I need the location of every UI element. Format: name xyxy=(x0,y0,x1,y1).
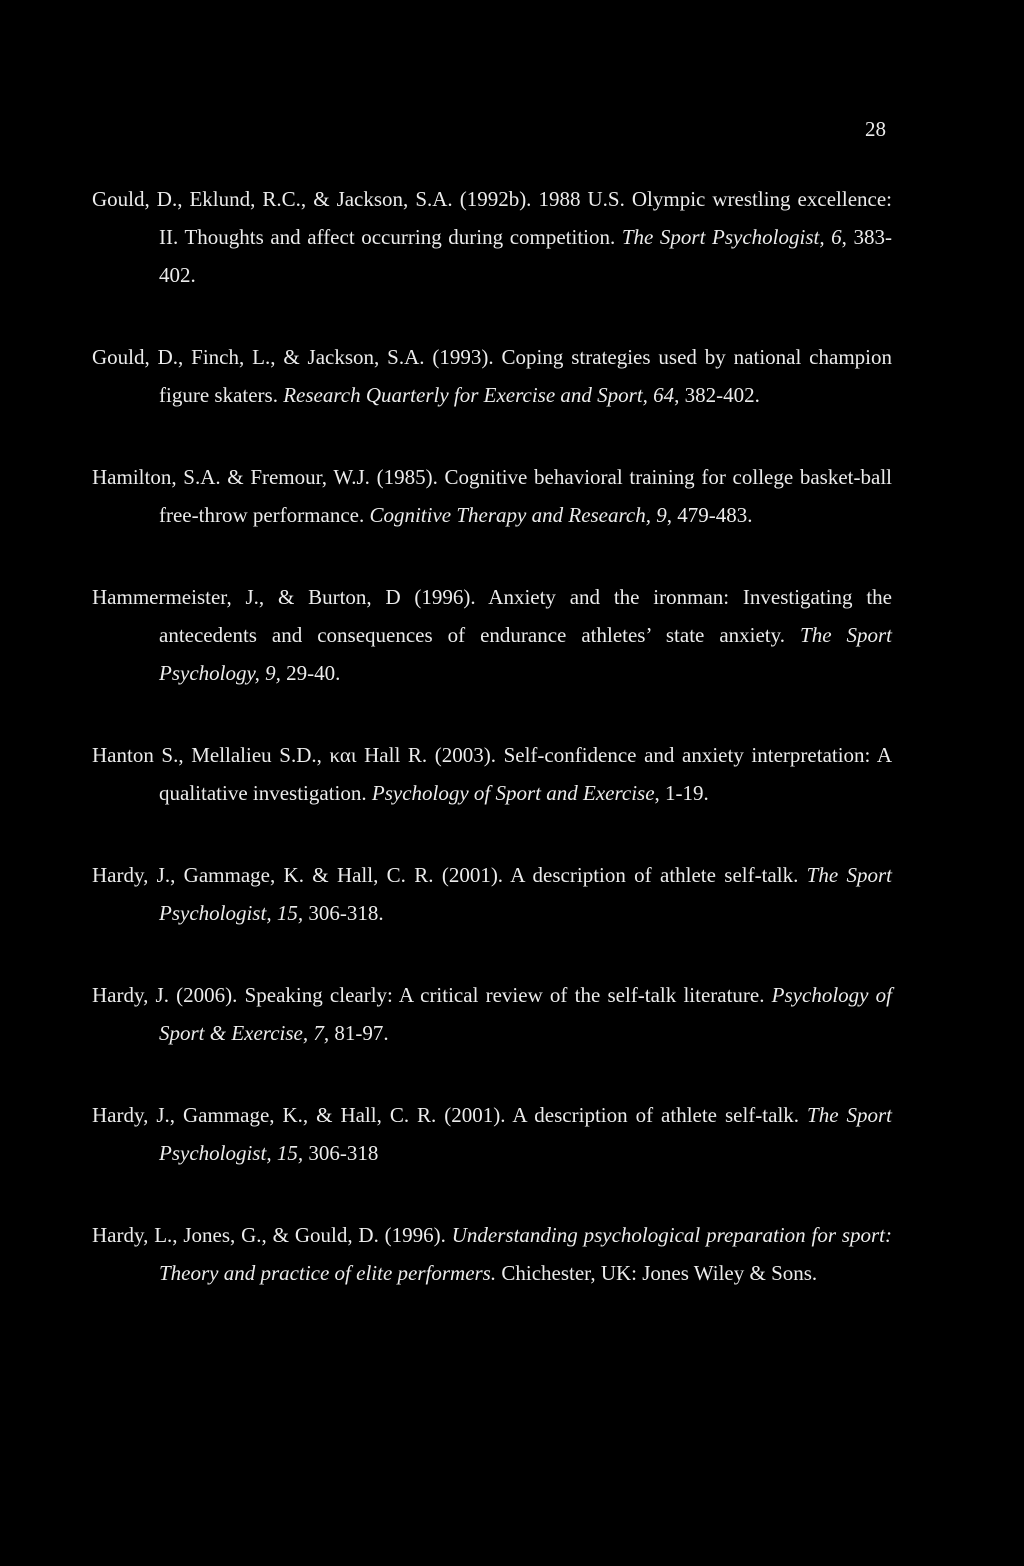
reference-text: Hardy, J., Gammage, K. & Hall, C. R. (2001). A description of athlete self-talk. xyxy=(92,863,807,887)
page-number: 28 xyxy=(865,117,886,141)
reference-source: The Sport Psychologist, 15, xyxy=(159,1103,892,1165)
reference-text: Gould, D., Finch, L., & Jackson, S.A. (1993). Coping strategies used by national champion figure skaters. xyxy=(92,345,892,407)
reference-source: Understanding psychological preparation for sport: Theory and practice of elite performers. xyxy=(159,1223,893,1285)
reference-source: Cognitive Therapy and Research, 9 xyxy=(369,503,667,527)
reference-pages: , 382-402. xyxy=(674,383,760,407)
reference-entry xyxy=(92,976,892,1052)
reference-source: Psychology of Sport and Exercise xyxy=(371,781,655,805)
reference-entry xyxy=(92,1216,892,1292)
reference-pages: , 1-19. xyxy=(654,781,709,805)
reference-source: The Sport Psychologist, 15, xyxy=(159,863,892,925)
reference-text: Hardy, L., Jones, G., & Gould, D. (1996). xyxy=(92,1223,452,1247)
reference-text: Hardy, J., Gammage, K., & Hall, C. R. (2001). A description of athlete self-talk. xyxy=(92,1103,808,1127)
reference-text: Gould, D., Eklund, R.C., & Jackson, S.A. (1992b). 1988 U.S. Olympic wrestling excellence: II. Thoughts and affect occurring during competition. xyxy=(92,187,892,249)
reference-text: Hammermeister, J., & Burton, D (1996). Anxiety and the ironman: Investigating the antecedents and consequences of endurance athletes’ state anxiety. xyxy=(92,585,892,647)
reference-pages: , 479-483. xyxy=(666,503,753,527)
reference-pages: 81-97. xyxy=(329,1021,389,1045)
reference-entry xyxy=(92,180,892,294)
reference-pages: Chichester, UK: Jones Wiley & Sons. xyxy=(496,1261,818,1285)
reference-source: The Sport Psychology, 9, xyxy=(159,623,892,685)
reference-text: Hanton S., Mellalieu S.D., και Hall R. (2003). Self-confidence and anxiety interpretation: A qualitative investigation. xyxy=(92,743,892,805)
reference-pages: 29-40. xyxy=(280,661,341,685)
reference-source: Research Quarterly for Exercise and Sport, 64 xyxy=(283,383,675,407)
reference-entry xyxy=(92,856,892,932)
reference-source: Psychology of Sport & Exercise, 7, xyxy=(159,983,892,1045)
reference-entry xyxy=(92,578,892,692)
reference-pages: 306-318 xyxy=(303,1141,379,1165)
reference-entry xyxy=(92,458,892,534)
reference-text: Hamilton, S.A. & Fremour, W.J. (1985). Cognitive behavioral training for college basket-ball free-throw performance. xyxy=(92,465,892,527)
reference-entry xyxy=(92,338,892,414)
reference-pages: , 383-402. xyxy=(159,225,892,287)
reference-pages: 306-318. xyxy=(303,901,384,925)
reference-list xyxy=(92,180,892,1336)
reference-entry xyxy=(92,1096,892,1172)
reference-source: The Sport Psychologist, 6 xyxy=(621,225,842,249)
reference-text: Hardy, J. (2006). Speaking clearly: A critical review of the self-talk literature. xyxy=(92,983,772,1007)
reference-entry xyxy=(92,736,892,812)
